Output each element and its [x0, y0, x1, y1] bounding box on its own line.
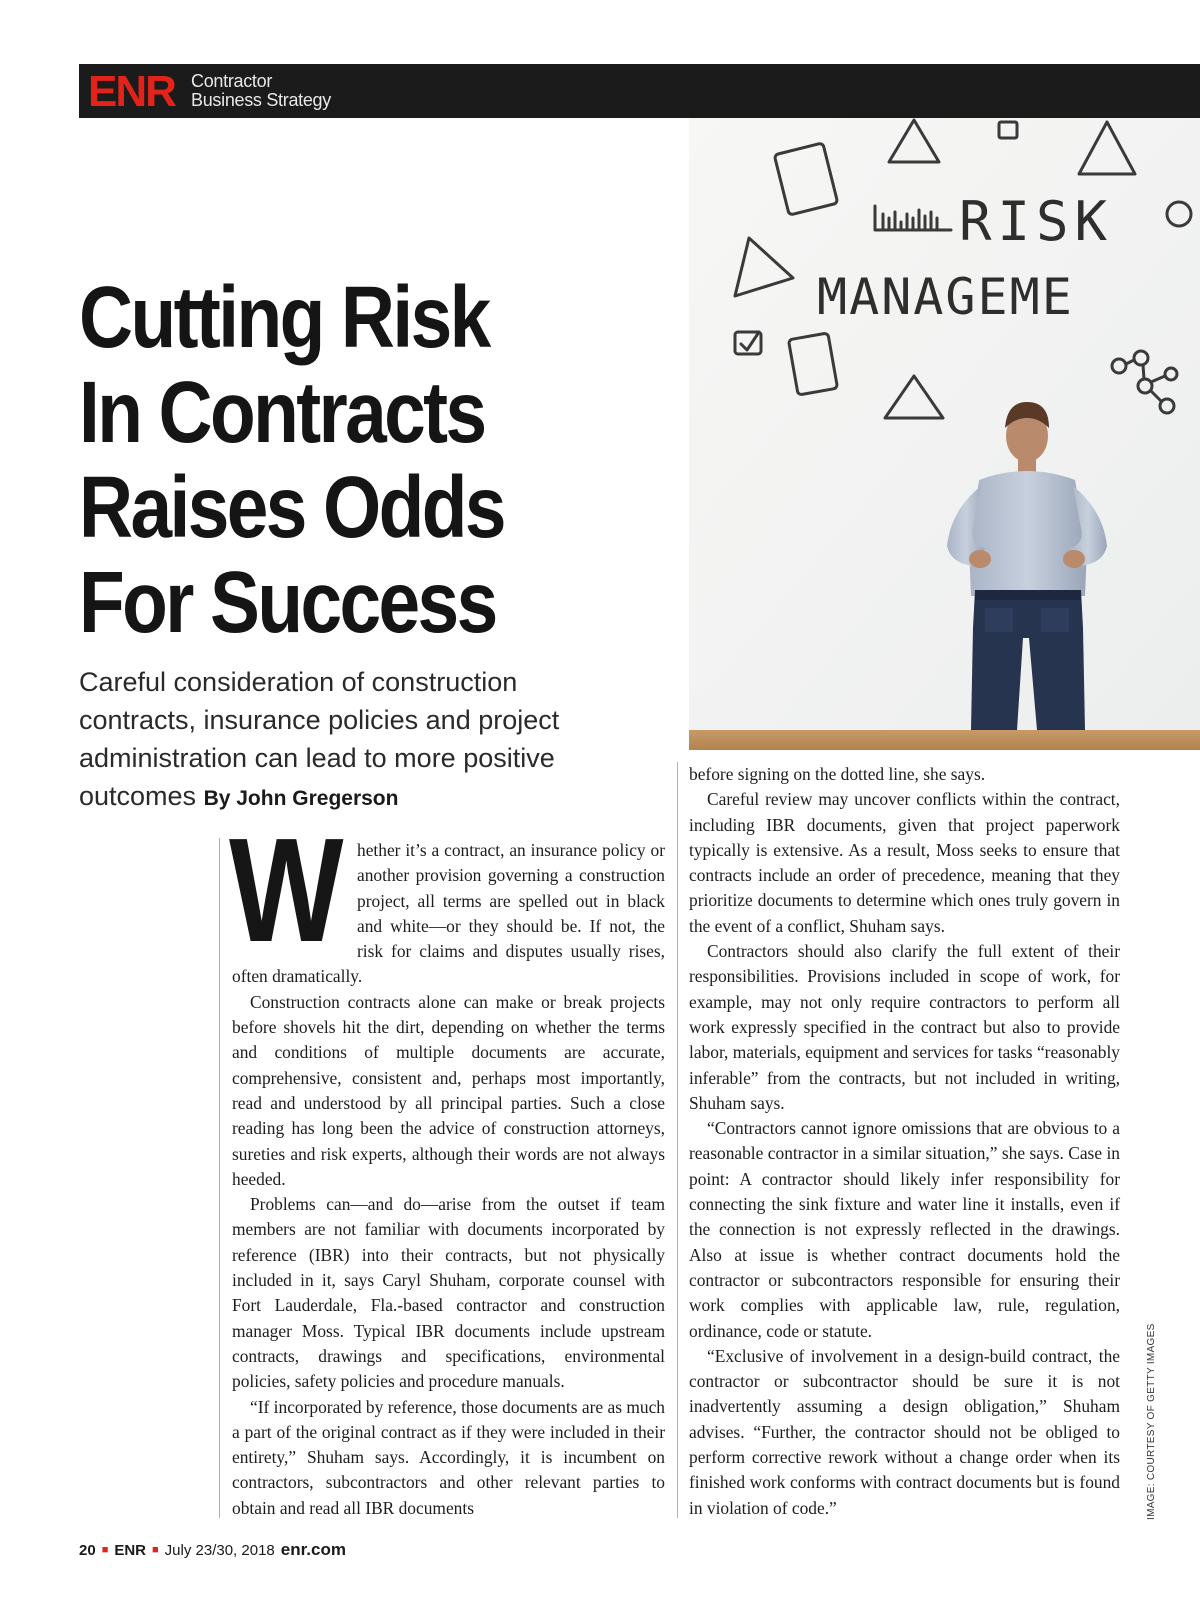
headline-line-3: Raises Odds	[79, 459, 504, 556]
enr-logo: ENR	[88, 67, 175, 116]
image-credit: IMAGE: COURTESY OF GETTY IMAGES	[1146, 1323, 1157, 1520]
page-folio	[79, 1540, 346, 1560]
headline-line-2: In Contracts	[79, 364, 485, 461]
section-name	[191, 72, 331, 110]
separator-square-icon: ■	[152, 1544, 159, 1556]
paragraph: “Exclusive of involvement in a design-build contract, the contractor or subcontractor should be sure it is not inadvertently assuming a design obligation,” Shuham advises. “Further, the contractor should not be obliged to perform corrective rework without a change order when its finished work conforms with contract documents but is found in violation of code.”	[689, 1345, 1120, 1518]
paragraph: “If incorporated by reference, those documents are as much a part of the original contract as if they were included in their entirety,” Shuham says. Accordingly, it is incumbent on contractors, subcontractors and other relevant parties to obtain and read all IBR documents	[232, 1396, 665, 1518]
board-word-risk: RISK	[959, 190, 1114, 253]
section-masthead	[79, 64, 1200, 118]
paragraph: before signing on the dotted line, she says.	[689, 764, 986, 784]
paragraph: “Contractors cannot ignore omissions that are obvious to a reasonable contractor in a similar situation,” she says. Case in point: A contractor should likely infer responsibility for connecting the sink fixture and water line it installs, even if the connection is not expressly reflected in the drawings. Also at issue is whether contract documents hold the contractor or subcontractors responsible for ensuring their work complies with applicable law, rule, regulation, ordinance, code or statute.	[689, 1118, 1120, 1341]
article-deck	[79, 663, 619, 818]
article-column-2	[689, 762, 1120, 1521]
byline: By John Gregerson	[203, 787, 399, 810]
section-name-line1: Contractor	[191, 71, 273, 91]
paragraph: Construction contracts alone can make or break projects before shovels hit the dirt, depending on whether the terms and conditions of multiple documents are accurate, comprehensive, consistent and, perhaps most importantly, read and understood by all principal parties. Such a close reading has long been the advice of construction attorneys, sureties and risk experts, although their words are not always heeded.	[232, 991, 665, 1189]
paragraph: Problems can—and do—arise from the outset if team members are not familiar with documents incorporated by reference (IBR) into their contracts, but not physically included in it, says Caryl Shuham, corporate counsel with Fort Lauderdale, Fla.-based contractor and construction manager Moss. Typical IBR documents include upstream contracts, drawings and specifications, environmental policies, safety policies and procedure manuals.	[232, 1194, 665, 1392]
issue-date: July 23/30, 2018	[164, 1542, 275, 1559]
paragraph: hether it’s a contract, an insurance policy or another provision governing a construction project, all terms are spelled out in black and white—or they should be. If not, the risk for claims and disputes usually rises, often dramatically.	[232, 840, 665, 987]
headline-line-4: For Success	[79, 554, 496, 651]
article-column-1	[229, 808, 665, 1521]
paragraph: Careful review may uncover conflicts within the contract, including IBR documents, given that project paperwork typically is extensive. As a result, Moss seeks to ensure that contracts include an order of precedence, meaning that they prioritize documents to determine which ones truly govern in the event of a conflict, Shuham says.	[689, 789, 1120, 936]
section-name-line2: Business Strategy	[191, 90, 331, 110]
page-number: 20	[79, 1542, 96, 1559]
drop-cap: W	[229, 808, 344, 973]
board-word-management: MANAGEME	[817, 268, 1074, 326]
deck-text: Careful consideration of construction contracts, insurance policies and project administration can lead to more positive outcomes	[79, 667, 560, 811]
risk-management-photo	[689, 118, 1200, 750]
column-rule-center	[677, 762, 678, 1518]
headline-line-1: Cutting Risk	[79, 269, 489, 366]
folio-brand: ENR	[114, 1542, 147, 1559]
article-headline	[79, 270, 543, 650]
column-rule-left	[219, 838, 220, 1518]
paragraph: Contractors should also clarify the full extent of their responsibilities. Provisions included in scope of work, for example, may not only require contractors to perform all work expressly specified in the contract but also to provide labor, materials, equipment and services for tasks “reasonably inferable” from the contracts, but not included in writing, Shuham says.	[689, 941, 1120, 1113]
site-link[interactable]: enr.com	[280, 1540, 346, 1559]
separator-square-icon: ■	[101, 1544, 109, 1556]
